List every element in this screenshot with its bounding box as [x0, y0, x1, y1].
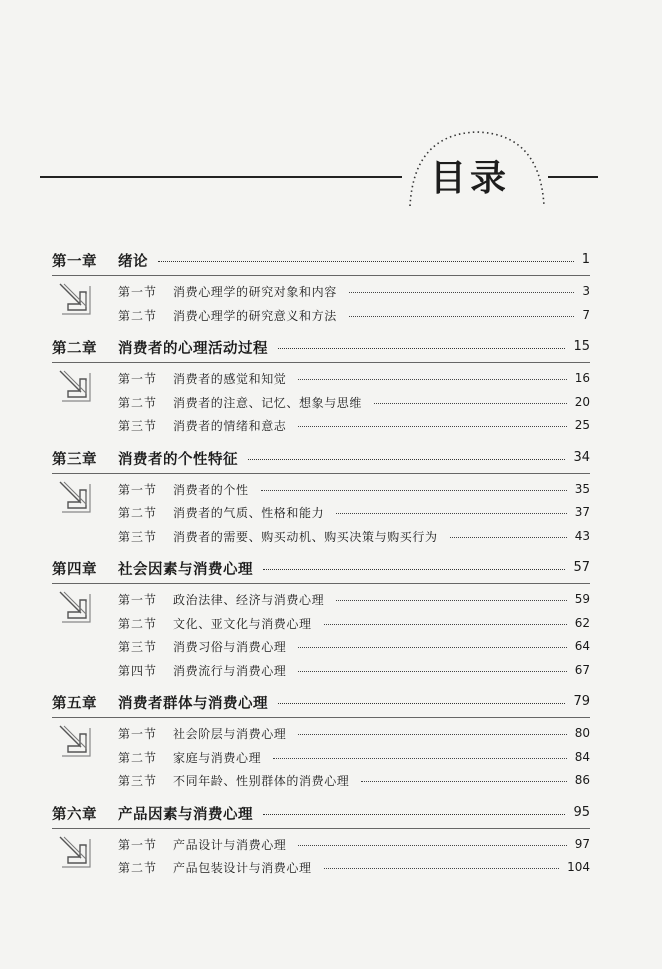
- section-title: 社会阶层与消费心理: [173, 727, 287, 741]
- chapter-block: [0, 248, 662, 335]
- section-page-number: 20: [574, 394, 590, 409]
- dot-leader: [298, 734, 566, 735]
- dot-leader: [298, 426, 566, 427]
- section-title: 消费者的气质、性格和能力: [173, 506, 325, 520]
- dot-leader: [361, 781, 566, 782]
- section-row[interactable]: [0, 367, 662, 391]
- dot-leader: [273, 758, 567, 759]
- title-rule-left: [40, 176, 402, 178]
- chapter-title: 社会因素与消费心理: [118, 561, 253, 578]
- section-page-number: 67: [574, 662, 590, 677]
- chapter-block: [0, 446, 662, 557]
- chapter-page-number: 15: [573, 339, 590, 354]
- chapter-label: 第二章: [52, 340, 97, 357]
- dot-leader: [298, 647, 566, 648]
- section-title: 消费者的个性: [173, 482, 249, 497]
- dot-leader: [261, 490, 567, 491]
- section-row[interactable]: [0, 722, 662, 746]
- dot-leader: [263, 569, 565, 570]
- section-title: 消费者的感觉和知觉: [173, 372, 287, 386]
- section-title: 产品设计与消费心理: [173, 837, 287, 852]
- section-row[interactable]: [0, 659, 662, 683]
- chapter-row[interactable]: [0, 335, 662, 363]
- section-title: 不同年龄、性别群体的消费心理: [173, 774, 350, 788]
- dot-leader: [349, 316, 575, 317]
- dot-leader: [263, 814, 565, 815]
- dot-leader: [298, 671, 566, 672]
- section-title: 文化、亚文化与消费心理: [173, 616, 312, 631]
- section-number: 第一节: [118, 727, 158, 741]
- section-row[interactable]: [0, 769, 662, 793]
- section-number: 第二节: [118, 395, 158, 410]
- section-row[interactable]: [0, 280, 662, 304]
- table-of-contents: [0, 248, 662, 888]
- chapter-page-number: 57: [573, 560, 590, 575]
- section-row[interactable]: [0, 746, 662, 770]
- section-title: 家庭与消费心理: [173, 750, 262, 765]
- chapter-label: 第一章: [52, 253, 97, 270]
- section-title: 消费者的需要、购买动机、购买决策与购买行为: [173, 529, 438, 544]
- section-number: 第三节: [118, 419, 158, 433]
- section-number: 第一节: [118, 593, 158, 607]
- section-page-number: 3: [582, 284, 590, 298]
- chapter-title: 绪论: [118, 253, 148, 270]
- section-number: 第一节: [118, 482, 158, 497]
- chapter-page-number: 79: [573, 694, 590, 709]
- section-page-number: 62: [574, 615, 590, 630]
- section-page-number: 25: [574, 418, 590, 432]
- section-title: 政治法律、经济与消费心理: [173, 593, 325, 607]
- dot-leader: [324, 624, 567, 625]
- section-page-number: 7: [582, 307, 590, 322]
- section-number: 第二节: [118, 308, 158, 323]
- section-row[interactable]: [0, 588, 662, 612]
- chapter-divider: [52, 717, 590, 718]
- section-number: 第一节: [118, 285, 158, 299]
- page-title: 目录: [430, 157, 511, 199]
- section-page-number: 86: [574, 773, 590, 787]
- chapter-divider: [52, 275, 590, 276]
- section-row[interactable]: [0, 856, 662, 880]
- chapter-block: [0, 335, 662, 446]
- section-title: 消费者的注意、记忆、想象与思维: [173, 395, 363, 410]
- chapter-block: [0, 801, 662, 888]
- dot-leader: [278, 703, 565, 704]
- section-title: 消费心理学的研究意义和方法: [173, 308, 337, 323]
- section-page-number: 64: [574, 639, 590, 653]
- section-row[interactable]: [0, 414, 662, 438]
- section-title: 消费者的情绪和意志: [173, 419, 287, 433]
- section-row[interactable]: [0, 635, 662, 659]
- chapter-title: 消费者群体与消费心理: [118, 695, 268, 712]
- dot-leader: [374, 403, 567, 404]
- section-number: 第三节: [118, 529, 158, 544]
- chapter-divider: [52, 583, 590, 584]
- chapter-title: 消费者的心理活动过程: [118, 340, 268, 357]
- section-number: 第一节: [118, 372, 158, 386]
- section-number: 第二节: [118, 616, 158, 631]
- section-title: 消费心理学的研究对象和内容: [173, 285, 337, 299]
- dot-leader: [349, 292, 575, 293]
- section-number: 第四节: [118, 663, 158, 678]
- section-page-number: 104: [567, 860, 590, 874]
- chapter-block: [0, 556, 662, 690]
- section-number: 第三节: [118, 640, 158, 654]
- section-title: 消费流行与消费心理: [173, 663, 287, 678]
- section-row[interactable]: [0, 501, 662, 525]
- dot-leader: [158, 261, 574, 262]
- section-row[interactable]: [0, 304, 662, 328]
- chapter-divider: [52, 362, 590, 363]
- dot-leader: [336, 513, 567, 514]
- section-number: 第一节: [118, 837, 158, 852]
- chapter-divider: [52, 473, 590, 474]
- title-rule-right: [548, 176, 598, 178]
- section-row[interactable]: [0, 478, 662, 502]
- dot-leader: [324, 868, 559, 869]
- section-number: 第二节: [118, 861, 158, 875]
- chapter-label: 第三章: [52, 450, 97, 468]
- chapter-divider: [52, 828, 590, 829]
- section-page-number: 37: [574, 505, 590, 519]
- chapter-label: 第六章: [52, 805, 97, 823]
- chapter-row[interactable]: [0, 248, 662, 276]
- chapter-title: 消费者的个性特征: [118, 450, 238, 468]
- section-page-number: 59: [574, 592, 590, 606]
- section-page-number: 16: [574, 371, 590, 385]
- chapter-row[interactable]: [0, 690, 662, 718]
- chapter-page-number: 1: [581, 252, 590, 267]
- section-page-number: 97: [574, 836, 590, 851]
- section-page-number: 35: [574, 481, 590, 496]
- section-page-number: 80: [574, 726, 590, 740]
- section-title: 产品包装设计与消费心理: [173, 861, 312, 875]
- section-title: 消费习俗与消费心理: [173, 640, 287, 654]
- chapter-label: 第四章: [52, 561, 97, 578]
- chapter-page-number: 34: [573, 449, 590, 465]
- section-row[interactable]: [0, 612, 662, 636]
- section-row[interactable]: [0, 391, 662, 415]
- chapter-row[interactable]: [0, 446, 662, 474]
- chapter-title: 产品因素与消费心理: [118, 805, 253, 823]
- dot-leader: [298, 845, 566, 846]
- section-row[interactable]: [0, 833, 662, 857]
- section-number: 第二节: [118, 750, 158, 765]
- section-row[interactable]: [0, 525, 662, 549]
- chapter-row[interactable]: [0, 556, 662, 584]
- chapter-row[interactable]: [0, 801, 662, 829]
- chapter-label: 第五章: [52, 695, 97, 712]
- section-page-number: 84: [574, 749, 590, 764]
- dot-leader: [248, 459, 565, 460]
- dot-leader: [450, 537, 567, 538]
- dot-leader: [278, 348, 565, 349]
- dot-leader: [336, 600, 567, 601]
- dot-leader: [298, 379, 566, 380]
- section-number: 第三节: [118, 774, 158, 788]
- chapter-page-number: 95: [573, 804, 590, 820]
- chapter-block: [0, 690, 662, 801]
- section-page-number: 43: [574, 528, 590, 543]
- section-number: 第二节: [118, 506, 158, 520]
